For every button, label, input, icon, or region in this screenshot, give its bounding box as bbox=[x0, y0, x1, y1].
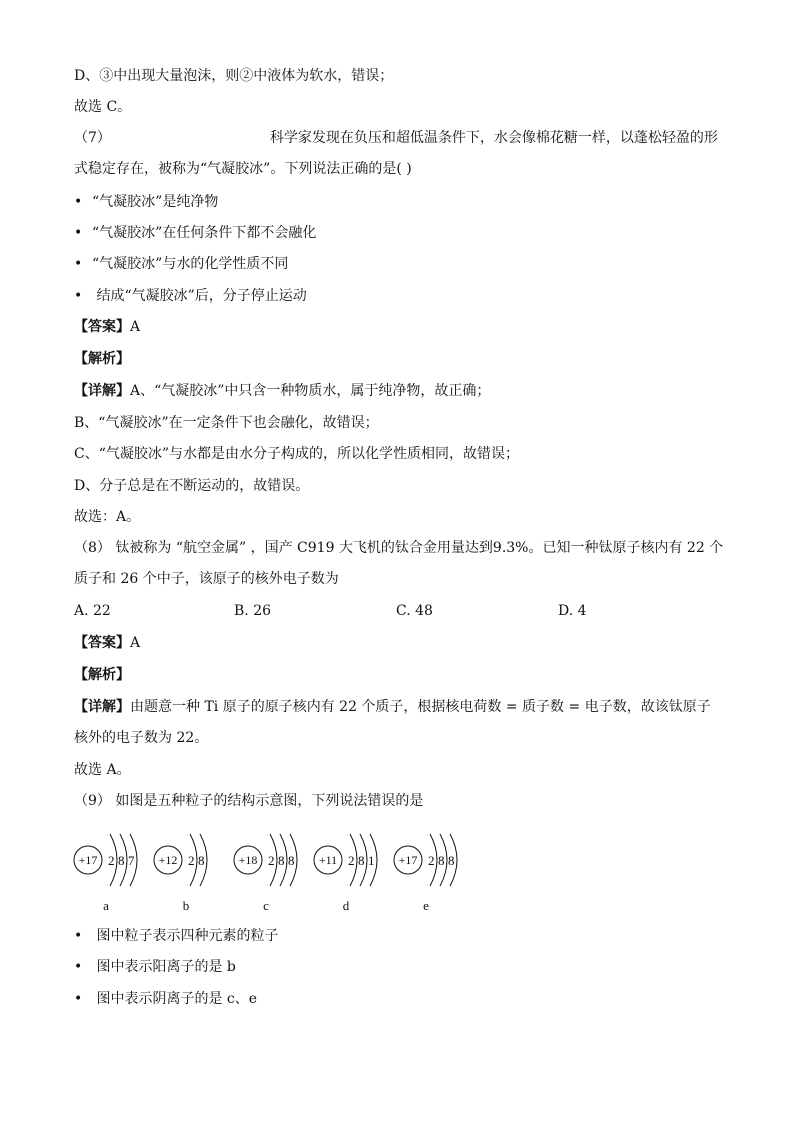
shell-electron-count: 2 bbox=[348, 853, 355, 868]
shell-electron-count: 8 bbox=[448, 853, 455, 868]
nucleus-charge: +18 bbox=[238, 853, 258, 867]
question-text: 科学家发现在负压和超低温条件下，水会像棉花糖一样，以蓬松轻盈的形 bbox=[269, 130, 718, 146]
analysis-line bbox=[74, 665, 130, 685]
nucleus-charge: +17 bbox=[78, 853, 98, 867]
shell-electron-count: 8 bbox=[278, 853, 285, 868]
detail-line: 【详解】A、“气凝胶冰”中只含一种物质水，属于纯净物，故正确； bbox=[74, 383, 491, 399]
bullet-icon: • bbox=[74, 928, 83, 944]
answer-line: 【答案】A bbox=[74, 635, 141, 651]
particle-a bbox=[74, 834, 137, 913]
nucleus-charge: +11 bbox=[318, 853, 338, 867]
nucleus-charge: +12 bbox=[158, 853, 178, 867]
analysis-line bbox=[74, 349, 130, 369]
detail-line: 【详解】由题意一种 Ti 原子的原子核内有 22 个质子，根据核电荷数 = 质子数 = 电子数，故该钛原子 bbox=[74, 699, 711, 715]
question-number: （7） bbox=[74, 130, 111, 146]
particle-c bbox=[234, 834, 297, 913]
particle-e bbox=[394, 834, 457, 913]
question-text: 如图是五种粒子的结构示意图，下列说法错误的是 bbox=[110, 793, 424, 809]
option-item: • 图中表示阳离子的是 b bbox=[74, 959, 236, 975]
option-item: • “气凝胶冰”与水的化学性质不同 bbox=[74, 256, 289, 272]
text-line: 故选 A。 bbox=[74, 762, 131, 778]
bullet-icon: • bbox=[74, 288, 83, 304]
text-line: D、③中出现大量泡沫，则②中液体为软水，错误； bbox=[74, 68, 394, 84]
particle-label: c bbox=[263, 898, 269, 913]
particle-label: e bbox=[423, 898, 429, 913]
text-line: B、“气凝胶冰”在一定条件下也会融化，故错误； bbox=[74, 415, 379, 431]
question-8 bbox=[74, 538, 723, 558]
question-text: 质子和 26 个中子，该原子的核外电子数为 bbox=[74, 571, 339, 587]
shell-electron-count: 2 bbox=[188, 853, 195, 868]
shell-electron-count: 2 bbox=[268, 853, 275, 868]
shell-electron-count: 8 bbox=[118, 853, 125, 868]
shell-electron-count: 8 bbox=[358, 853, 365, 868]
detail-tag: 【详解】 bbox=[74, 699, 130, 715]
shell-electron-count: 2 bbox=[108, 853, 115, 868]
answer-line: 【答案】A bbox=[74, 319, 141, 335]
particle-label: b bbox=[182, 898, 190, 913]
particle-d bbox=[314, 834, 377, 913]
bullet-icon: • bbox=[74, 194, 83, 210]
option-item: • 结成“气凝胶冰”后，分子停止运动 bbox=[74, 288, 307, 304]
option-d: D. 4 bbox=[558, 603, 587, 619]
text-line: 故选 C。 bbox=[74, 99, 132, 115]
option-item: • 图中粒子表示四种元素的粒子 bbox=[74, 928, 279, 944]
question-7 bbox=[74, 128, 718, 148]
text-line: 故选：A。 bbox=[74, 509, 141, 525]
text-line: 核外的电子数为 22。 bbox=[74, 730, 209, 746]
question-text: 钛被称为 “航空金属” ，国产 C919 大飞机的钛合金用量达到9.3%。已知一种钛原子核内有 22 个 bbox=[110, 540, 724, 556]
bullet-icon: • bbox=[74, 959, 83, 975]
shell-electron-count: 8 bbox=[198, 853, 205, 868]
question-number: （8） bbox=[74, 540, 111, 556]
shell-electron-count: 1 bbox=[368, 853, 375, 868]
particle-b bbox=[154, 834, 207, 913]
shell-electron-count: 8 bbox=[288, 853, 295, 868]
question-9 bbox=[74, 791, 423, 811]
particle-label: a bbox=[103, 898, 109, 913]
option-item: • “气凝胶冰”在任何条件下都不会融化 bbox=[74, 225, 317, 241]
answer-tag: 【答案】 bbox=[74, 635, 130, 651]
question-text: 式稳定存在，被称为“气凝胶冰”。下列说法正确的是( ) bbox=[74, 161, 412, 177]
particle-structure-diagram bbox=[70, 820, 490, 924]
bullet-icon: • bbox=[74, 991, 83, 1007]
text-line: C、“气凝胶冰”与水都是由水分子构成的，所以化学性质相同，故错误； bbox=[74, 446, 520, 462]
option-c: C. 48 bbox=[396, 603, 433, 619]
shell-electron-count: 2 bbox=[428, 853, 435, 868]
option-a: A. 22 bbox=[74, 603, 111, 619]
answer-tag: 【答案】 bbox=[74, 319, 130, 335]
shell-electron-count: 8 bbox=[438, 853, 445, 868]
text-line: D、分子总是在不断运动的，故错误。 bbox=[74, 478, 310, 494]
detail-tag: 【详解】 bbox=[74, 383, 130, 399]
option-b: B. 26 bbox=[234, 603, 272, 619]
bullet-icon: • bbox=[74, 256, 83, 272]
option-item: • “气凝胶冰”是纯净物 bbox=[74, 194, 219, 210]
shell-electron-count: 7 bbox=[128, 853, 135, 868]
bullet-icon: • bbox=[74, 225, 83, 241]
analysis-tag: 【解析】 bbox=[74, 351, 130, 367]
nucleus-charge: +17 bbox=[398, 853, 418, 867]
analysis-tag: 【解析】 bbox=[74, 667, 130, 683]
option-item: • 图中表示阴离子的是 c、e bbox=[74, 991, 258, 1007]
question-number: （9） bbox=[74, 793, 111, 809]
particle-label: d bbox=[342, 898, 350, 913]
